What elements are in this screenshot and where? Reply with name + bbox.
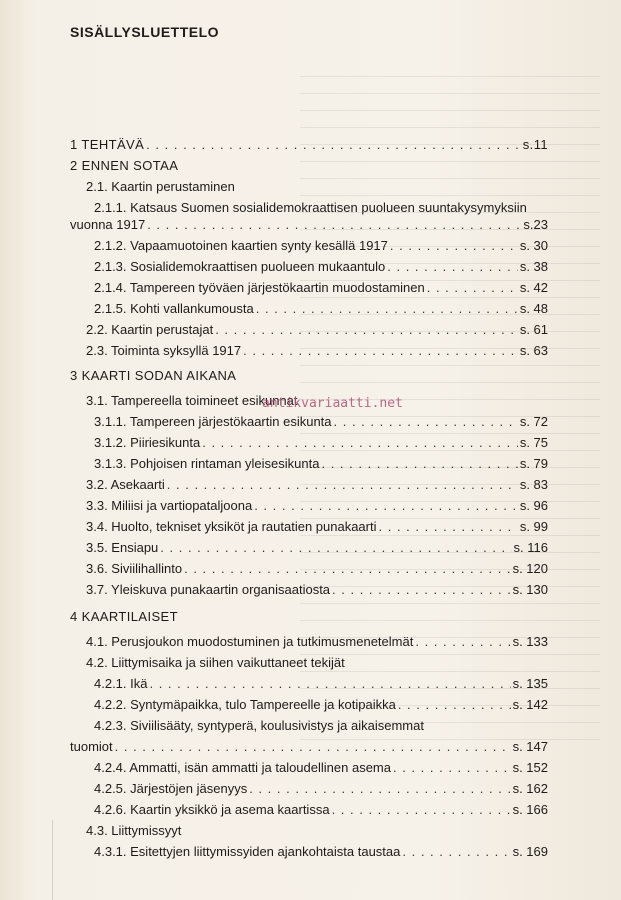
toc-section: 3.1. Tampereella toimineet esikunnat	[86, 393, 298, 408]
toc-label: 2.1.1. Katsaus Suomen sosialidemokraattisen puolueen suuntakysymyksiin	[94, 200, 527, 215]
toc-entry	[70, 476, 548, 493]
leader-dots	[254, 497, 518, 514]
leader-dots	[202, 434, 518, 451]
toc-page: s. 120	[512, 561, 548, 576]
toc-entry	[70, 258, 548, 275]
toc-label: 4.2.3. Siviilisääty, syntyperä, koulusivistys ja aikaisemmat	[94, 718, 424, 733]
page-title: SISÄLLYSLUETTELO	[70, 24, 220, 40]
toc-section: 4.2. Liittymisaika ja siihen vaikuttaneet tekijät	[86, 655, 345, 670]
leader-dots	[149, 675, 510, 692]
leader-dots	[146, 136, 521, 153]
toc-page: s. 38	[519, 259, 548, 274]
toc-entry-continued	[70, 216, 548, 233]
table-of-contents	[70, 136, 548, 860]
toc-entry	[70, 300, 548, 317]
toc-label: 3.7. Yleiskuva punakaartin organisaatiosta	[86, 582, 331, 597]
toc-label: 3.1.1. Tampereen järjestökaartin esikunta	[94, 414, 332, 429]
toc-label: 3.4. Huolto, tekniset yksiköt ja rautatien punakaarti	[86, 519, 377, 534]
toc-entry	[70, 801, 548, 818]
toc-label: 2.1.2. Vapaamuotoinen kaartien synty kesällä 1917	[94, 238, 388, 253]
toc-page: s. 63	[519, 343, 548, 358]
toc-entry	[70, 633, 548, 650]
toc-label: 4.2.5. Järjestöjen jäsenyys	[94, 781, 248, 796]
leader-dots	[256, 300, 518, 317]
toc-chapter: 3 KAARTI SODAN AIKANA	[70, 368, 237, 383]
toc-label: 3.1.2. Piiriesikunta	[94, 435, 201, 450]
toc-label: 3.1.3. Pohjoisen rintaman yleisesikunta	[94, 456, 320, 471]
toc-page: s. 75	[519, 435, 548, 450]
toc-entry	[70, 696, 548, 713]
toc-page: s. 130	[512, 582, 548, 597]
toc-entry	[70, 497, 548, 514]
toc-label: 4.1. Perusjoukon muodostuminen ja tutkimusmenetelmät	[86, 634, 414, 649]
page-fold-line	[52, 820, 53, 900]
toc-label: 4.2.2. Syntymäpaikka, tulo Tampereelle ja kotipaikka	[94, 697, 396, 712]
toc-label: 2.1.4. Tampereen työväen järjestökaartin muodostaminen	[94, 280, 425, 295]
toc-entry	[70, 413, 548, 430]
toc-page: s. 96	[519, 498, 548, 513]
toc-page: s. 79	[519, 456, 548, 471]
toc-page: s. 133	[512, 634, 548, 649]
toc-label: 2.3. Toiminta syksyllä 1917	[86, 343, 242, 358]
leader-dots	[321, 455, 517, 472]
leader-dots	[393, 759, 511, 776]
toc-page: s. 99	[519, 519, 548, 534]
leader-dots	[167, 476, 518, 493]
toc-entry	[70, 321, 548, 338]
leader-dots	[379, 518, 518, 535]
toc-label: 2.1.3. Sosialidemokraattisen puolueen mukaantulo	[94, 259, 386, 274]
toc-entry	[70, 518, 548, 535]
toc-label: 3.2. Asekaarti	[86, 477, 165, 492]
toc-section: 4.3. Liittymissyyt	[86, 823, 182, 838]
leader-dots	[332, 801, 511, 818]
leader-dots	[249, 780, 510, 797]
toc-page: s. 162	[512, 781, 548, 796]
toc-page: s. 116	[513, 540, 548, 555]
leader-dots	[387, 258, 518, 275]
leader-dots	[147, 216, 521, 233]
toc-label: tuomiot	[70, 739, 113, 754]
toc-page: s.23	[523, 217, 548, 232]
leader-dots	[115, 738, 511, 755]
toc-section: 2.1. Kaartin perustaminen	[86, 179, 235, 194]
toc-chapter: 2 ENNEN SOTAA	[70, 158, 179, 173]
leader-dots	[398, 696, 511, 713]
toc-page: s. 147	[512, 739, 548, 754]
toc-label: 1 TEHTÄVÄ	[70, 137, 145, 152]
toc-page: s. 72	[519, 414, 548, 429]
leader-dots	[184, 560, 510, 577]
leader-dots	[160, 539, 511, 556]
toc-entry	[70, 780, 548, 797]
leader-dots	[243, 342, 518, 359]
toc-chapter: 4 KAARTILAISET	[70, 609, 178, 624]
toc-entry	[70, 759, 548, 776]
leader-dots	[332, 581, 511, 598]
toc-label: 2.1.5. Kohti vallankumousta	[94, 301, 254, 316]
toc-entry	[70, 843, 548, 860]
toc-label: 3.3. Miliisi ja vartiopataljoona	[86, 498, 253, 513]
leader-dots	[334, 413, 518, 430]
leader-dots	[402, 843, 510, 860]
leader-dots	[427, 279, 518, 296]
toc-page: s. 83	[519, 477, 548, 492]
toc-page: s. 166	[512, 802, 548, 817]
toc-entry	[70, 560, 548, 577]
toc-page: s. 61	[519, 322, 548, 337]
toc-label: 4.3.1. Esitettyjen liittymissyiden ajankohtaista taustaa	[94, 844, 401, 859]
toc-entry-continued	[70, 738, 548, 755]
toc-entry	[70, 237, 548, 254]
toc-label: 4.2.1. Ikä	[94, 676, 148, 691]
toc-entry	[70, 342, 548, 359]
leader-dots	[390, 237, 518, 254]
toc-page: s. 30	[519, 238, 548, 253]
leader-dots	[415, 633, 510, 650]
toc-entry	[70, 199, 548, 216]
toc-label: 3.6. Siviilihallinto	[86, 561, 183, 576]
toc-page: s. 142	[512, 697, 548, 712]
toc-page: s. 169	[512, 844, 548, 859]
watermark-text: antikvariaatti.net	[262, 396, 403, 411]
toc-label: 4.2.4. Ammatti, isän ammatti ja taloudellinen asema	[94, 760, 391, 775]
toc-page: s. 48	[519, 301, 548, 316]
toc-entry	[70, 581, 548, 598]
toc-entry	[70, 539, 548, 556]
toc-label: vuonna 1917	[70, 217, 146, 232]
toc-page: s. 152	[512, 760, 548, 775]
toc-page: s.11	[522, 137, 548, 152]
leader-dots	[215, 321, 518, 338]
toc-entry	[70, 279, 548, 296]
toc-label: 4.2.6. Kaartin yksikkö ja asema kaartissa	[94, 802, 330, 817]
toc-label: 2.2. Kaartin perustajat	[86, 322, 214, 337]
toc-label: 3.5. Ensiapu	[86, 540, 159, 555]
toc-page: s. 135	[512, 676, 548, 691]
toc-entry	[70, 675, 548, 692]
toc-entry	[70, 136, 548, 153]
toc-page: s. 42	[519, 280, 548, 295]
toc-entry	[70, 455, 548, 472]
toc-entry	[70, 434, 548, 451]
